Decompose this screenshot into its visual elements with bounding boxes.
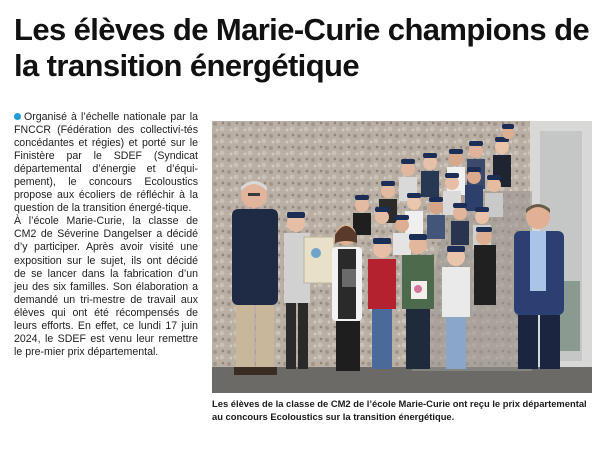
article-paragraph-1-text: Organisé à l’échelle nationale par la FNCCR (Fédération des collectivi-tés concédantes et régies) et porté sur le Finistère par le SDEF (Syndicat départemental d’énergie et d’équi-pement), le concours Ecoloustics propose aux écoliers de réfléchir à la question de la transition énergé-tique. xyxy=(14,111,198,215)
article-paragraph-1 xyxy=(14,111,198,215)
photo-caption: Les élèves de la classe de CM2 de l’école Marie-Curie ont reçu le prix départemental au concours Ecoloustics sur la transition énergétique. xyxy=(212,398,587,422)
article-body xyxy=(14,111,198,359)
article-photo xyxy=(212,121,592,393)
group-photo-illustration xyxy=(212,121,592,393)
article-paragraph-2: À l’école Marie-Curie, la classe de CM2 de Séverine Dangelser a décidé d’y participer. Après avoir visité une exposition sur le sujet, ils ont décidé de se lancer dans la fabrication d’un jeu des six familles. Son élaboration a demandé un tri-mestre de travail aux élèves qui ont été récompensés de leurs efforts. En effet, ce lundi 17 juin 2024, le SDEF est venu leur remettre le pre-mier prix départemental. xyxy=(14,215,198,358)
article-headline: Les élèves de Marie-Curie champions de la transition énergétique xyxy=(14,12,590,83)
bullet-icon xyxy=(14,113,21,120)
